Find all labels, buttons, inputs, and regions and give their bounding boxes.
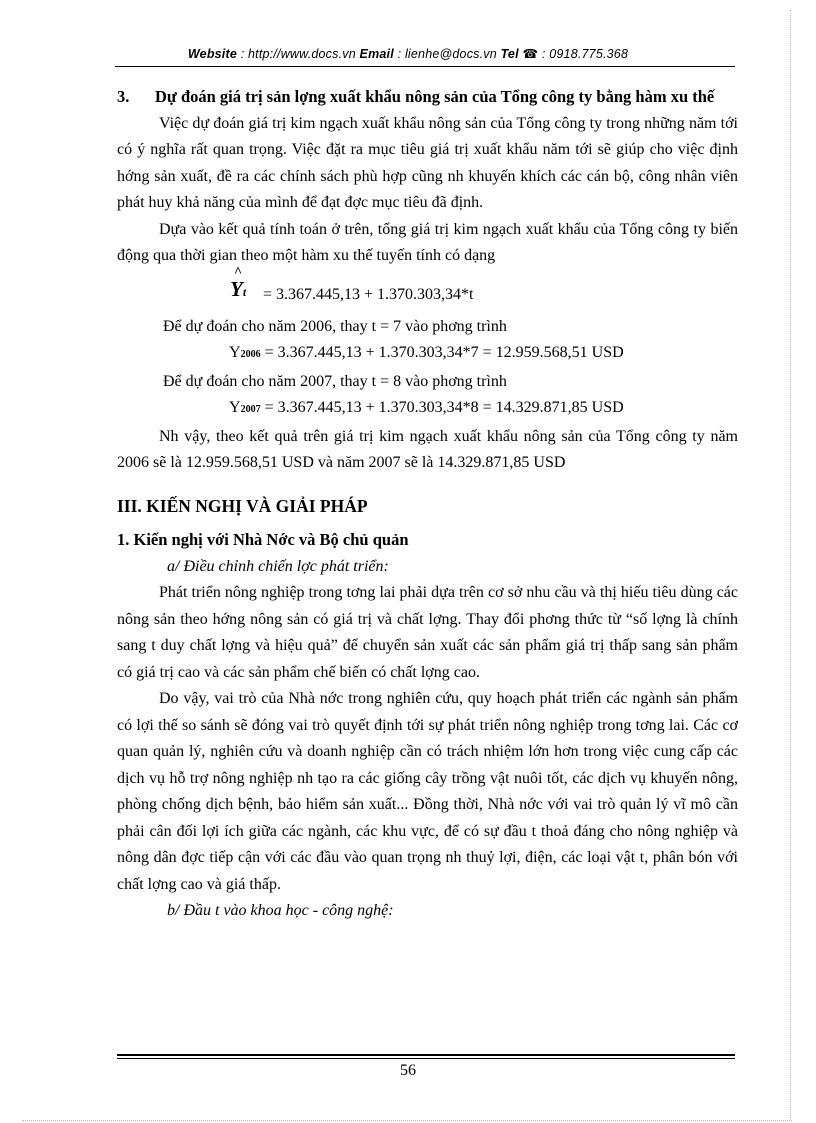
calc-2007-y: Y [229,399,241,416]
subsection-b-title: b/ Đầu t vào khoa học - công nghệ: [167,902,394,919]
formula-hat: ^ [234,264,243,280]
forecast-2006-intro: Để dự đoán cho năm 2006, thay t = 7 vào phơng trình [163,317,507,335]
forecast-2006-calc [117,340,738,369]
tel-value: ☎ : 0918.775.368 [522,47,629,61]
section-iii-heading: III. KIẾN NGHỊ VÀ GIẢI PHÁP [117,495,368,516]
forecast-2007-intro: Để dự đoán cho năm 2007, thay t = 8 vào phơng trình [163,372,507,390]
formula-y-hat [230,264,247,306]
email-label: Email [359,47,394,61]
page-content [117,84,738,925]
calc-2007-subscript: 2007 [240,404,261,415]
formula-expression: = 3.367.445,13 + 1.370.303,34*t [263,285,474,303]
calc-2006-subscript: 2006 [240,349,261,360]
paragraph: Việc dự đoán giá trị kim ngạch xuất khẩu nông sản của Tổng công ty trong những năm tới có ý nghĩa rất quan trọng. Việc đặt ra mục tiêu giá trị xuất khẩu năm tới sẽ giúp cho việc định hớng sản xuất, đề ra các chính sách phù hợp cũng nh khuyến khích các cán bộ, công nhân viên phát huy khả năng của mình để đạt đợc mục tiêu đã định. [117,114,738,211]
calc-2006-y: Y [229,344,241,361]
footer-rule-thin [117,1058,735,1059]
page-header [0,46,816,61]
website-value: : http://www.docs.vn [240,47,356,61]
tel-label: Tel [500,47,519,61]
paragraph: Nh vậy, theo kết quả trên giá trị kim ngạch xuất khẩu nông sản của Tổng công ty năm 2006 sẽ là 12.959.568,51 USD và năm 2007 sẽ là 14.329.871,85 USD [117,427,738,471]
formula-symbol: Y [230,276,243,301]
footer-rule-thick [117,1054,735,1056]
trend-formula [117,264,738,310]
forecast-2007-calc [117,395,738,424]
paragraph: Dựa vào kết quả tính toán ở trên, tổng giá trị kim ngạch xuất khẩu của Tổng công ty biến động qua thời gian theo một hàm xu thế tuyến tính có dạng [117,220,738,264]
section-3-heading [117,84,738,111]
section-3-title: Dự đoán giá trị sản lợng xuất khẩu nông sản của Tổng công ty bằng hàm xu thế [155,87,715,106]
paragraph: Phát triển nông nghiệp trong tơng lai phải dựa trên cơ sở nhu cầu và thị hiếu tiêu dùng các nông sản theo hớng nông sản có giá trị và chất lợng. Thay đổi phơng thức từ “số lợng là chính sang t duy chất lợng và hiệu quả” để chuyển sản xuất các sản phẩm giá trị thấp sang sản phẩm có giá trị cao và các sản phẩm chế biến có chất lợng cao. [117,584,738,681]
header-rule [115,66,735,67]
paragraph: Do vậy, vai trò của Nhà nớc trong nghiên cứu, quy hoạch phát triển các ngành sản phẩm có lợi thế so sánh sẽ đóng vai trò quyết định tới sự phát triển nông nghiệp trong tơng lai. Các cơ quan quản lý, nghiên cứu và doanh nghiệp cần có trách nhiệm lớn hơn trong việc cung cấp các dịch vụ hỗ trợ nông nghiệp nh tạo ra các giống cây trồng vật nuôi tốt, các dịch vụ khuyến nông, phòng chống dịch bệnh, bảo hiểm sản xuất... Đồng thời, Nhà nớc với vai trò quản lý vĩ mô cần phải cân đối lợi ích giữa các ngành, các khu vực, để có sự đầu t thoả đáng cho nông nghiệp và nông dân đợc tiếp cận với các đầu vào quan trọng nh thuỷ lợi, điện, các loại vật t, phân bón với chất lợng cao và giá thấp. [117,690,738,893]
section-3-number: 3. [117,87,130,106]
page-border-bottom [22,1120,792,1121]
website-label: Website [187,47,237,61]
subsection-a-title: a/ Điều chỉnh chiến lợc phát triển: [167,557,389,575]
subsection-1-heading: 1. Kiến nghị với Nhà Nớc và Bộ chủ quản [117,530,409,549]
calc-2006-expression: = 3.367.445,13 + 1.370.303,34*7 = 12.959.568,51 USD [264,344,624,361]
calc-2007-expression: = 3.367.445,13 + 1.370.303,34*8 = 14.329.871,85 USD [264,399,624,416]
formula-subscript: t [242,284,247,299]
page-border-right [790,10,791,1120]
page-number: 56 [400,1062,416,1079]
email-value: : lienhe@docs.vn [397,47,497,61]
